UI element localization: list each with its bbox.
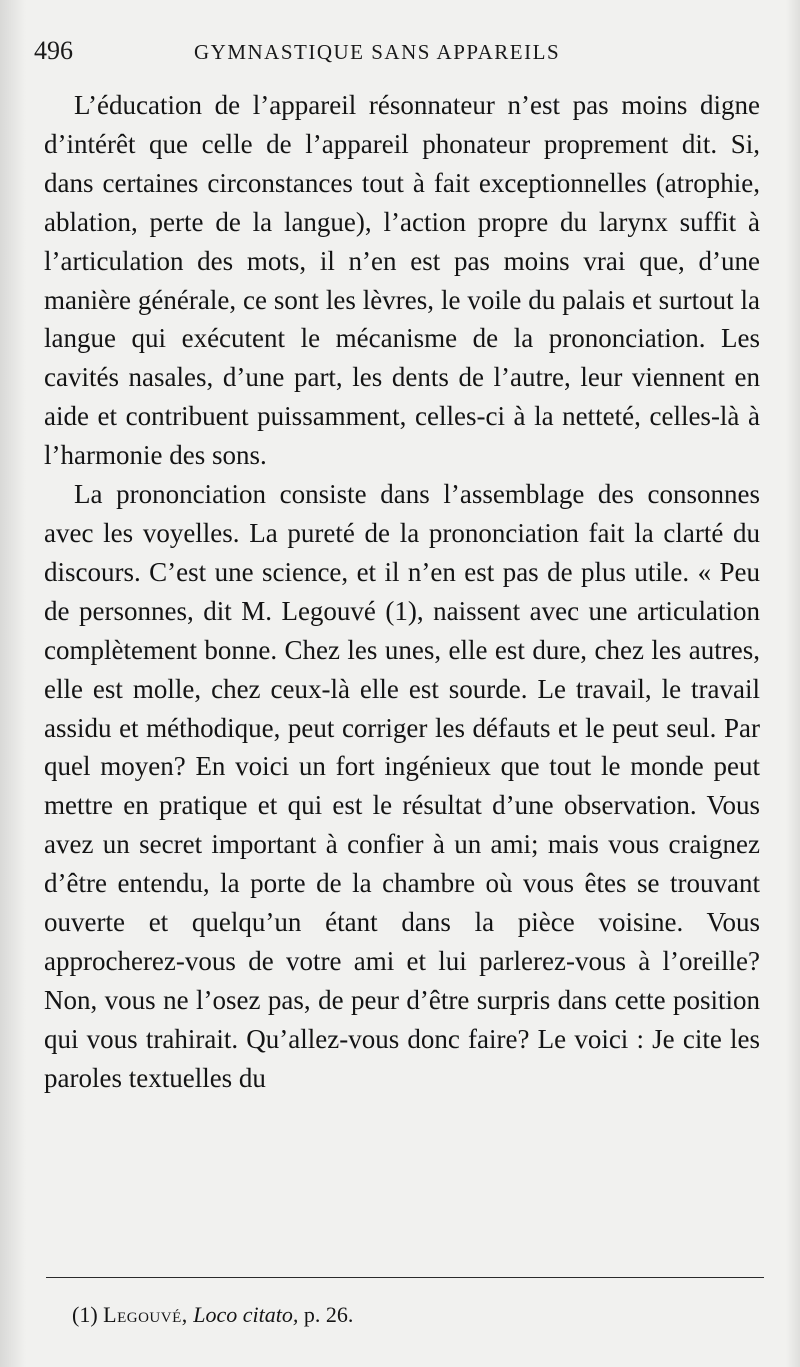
footnote-author: Legouvé, — [103, 1302, 188, 1327]
footnote — [72, 1302, 353, 1328]
page-number: 496 — [34, 36, 73, 65]
paragraph-2: La prononciation consiste dans l’assemblage des consonnes avec les voyelles. La pureté de la prononciation fait la clarté du discours. C’est une science, et il n’en est pas de plus utile. « Peu de personnes, dit M. Legouvé (1), naissent avec une articulation complètement bonne. Chez les unes, elle est dure, chez les autres, elle est molle, chez ceux-là elle est sourde. Le travail, le travail assidu et méthodique, peut corriger les défauts et le peut seul. Par quel moyen? En voici un fort ingénieux que tout le monde peut mettre en pratique et qui est le résultat d’une observation. Vous avez un secret important à confier à un ami; mais vous craignez d’être entendu, la porte de la chambre où vous êtes se trouvant ouverte et quelqu’un étant dans la pièce voisine. Vous approcherez-vous de votre ami et lui parlerez-vous à l’oreille? Non, vous ne l’osez pas, de peur d’être surpris dans cette position qui vous trahirait. Qu’allez-vous donc faire? Le voici : Je cite les paroles textuelles du — [44, 479, 760, 1093]
footnote-page-ref: p. 26. — [303, 1302, 354, 1327]
running-head — [34, 36, 774, 70]
running-title: GYMNASTIQUE SANS APPAREILS — [194, 40, 561, 64]
body-text — [44, 86, 760, 1098]
footnote-marker: (1) — [72, 1302, 98, 1327]
footnote-divider — [46, 1277, 764, 1278]
paragraph-1: L’éducation de l’appareil résonnateur n’est pas moins digne d’intérêt que celle de l’appareil phonateur proprement dit. Si, dans certaines circonstances tout à fait exceptionnelles (atrophie, ablation, perte de la langue), l’action propre du larynx suffit à l’articulation des mots, il n’en est pas moins vrai que, d’une manière générale, ce sont les lèvres, le voile du palais et surtout la langue qui exécutent le mécanisme de la prononciation. Les cavités nasales, d’une part, les dents de l’autre, leur viennent en aide et contribuent puissamment, celles-ci à la netteté, celles-là à l’harmonie des sons. — [44, 90, 760, 471]
footnote-work: Loco citato, — [193, 1302, 299, 1327]
